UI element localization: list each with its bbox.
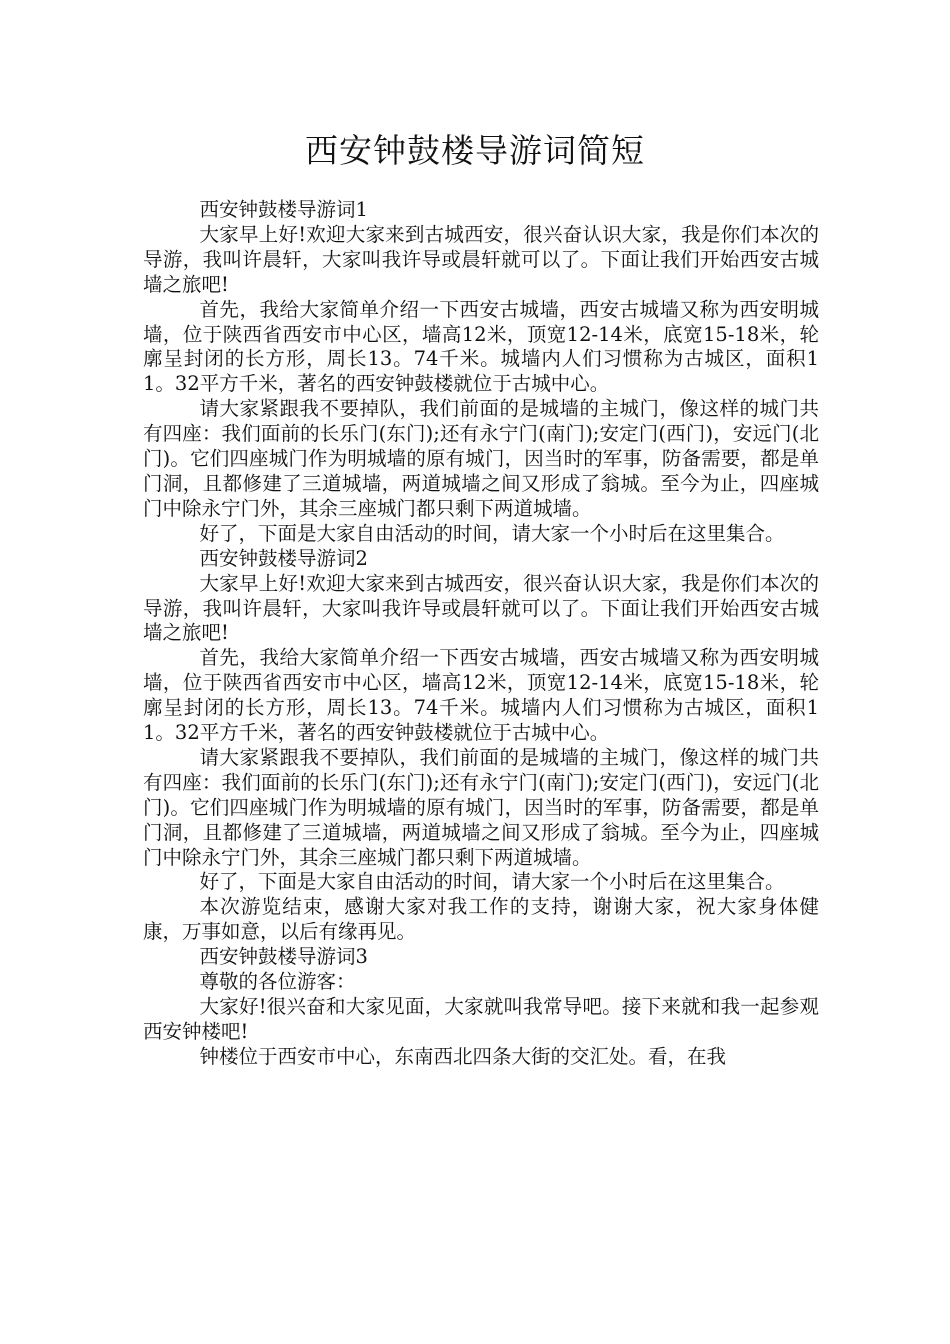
section-heading: 西安钟鼓楼导游词3 [199,945,368,969]
paragraph: 请大家紧跟我不要掉队，我们前面的是城墙的主城门，像这样的城门共有四座：我们面前的长乐门(东门);还有永宁门(南门);安定门(西门)，安远门(北门)。它们四座城门作为明城墙的原有城门，因当时的军事，防备需要，都是单门洞，且都修建了三道城墙，两道城墙之间又形成了翁城。至今为止，四座城门中除永宁门外，其余三座城门都只剩下两道城墙。 [143,397,819,520]
section-heading: 西安钟鼓楼导游词1 [199,198,368,221]
section-heading: 西安钟鼓楼导游词2 [199,546,368,570]
paragraph: 请大家紧跟我不要掉队，我们前面的是城墙的主城门，像这样的城门共有四座：我们面前的长乐门(东门);还有永宁门(南门);安定门(西门)，安远门(北门)。它们四座城门作为明城墙的原有城门，因当时的军事，防备需要，都是单门洞，且都修建了三道城墙，两道城墙之间又形成了翁城。至今为止，四座城门中除永宁门外，其余三座城门都只剩下两道城墙。 [143,745,819,869]
paragraph: 大家早上好!欢迎大家来到古城西安，很兴奋认识大家，我是你们本次的导游，我叫许晨轩，大家叫我许导或晨轩就可以了。下面让我们开始西安古城墙之旅吧! [143,571,819,645]
paragraph: 钟楼位于西安市中心，东南西北四条大街的交汇处。看，在我 [199,1044,727,1068]
document-body [143,198,819,1070]
paragraph: 本次游览结束，感谢大家对我工作的支持，谢谢大家，祝大家身体健康，万事如意，以后有缘再见。 [143,895,819,944]
paragraph: 好了，下面是大家自由活动的时间，请大家一个小时后在这里集合。 [199,870,785,894]
paragraph: 大家好!很兴奋和大家见面，大家就叫我常导吧。接下来就和我一起参观西安钟楼吧! [143,995,819,1043]
paragraph: 首先，我给大家简单介绍一下西安古城墙，西安古城墙又称为西安明城墙，位于陕西省西安市中心区，墙高12米，顶宽12-14米，底宽15-18米，轮廓呈封闭的长方形，周长13。74千米。城墙内人们习惯称为古城区，面积11。32平方千米，著名的西安钟鼓楼就位于古城中心。 [143,297,819,396]
paragraph: 好了，下面是大家自由活动的时间，请大家一个小时后在这里集合。 [199,521,785,545]
paragraph: 首先，我给大家简单介绍一下西安古城墙，西安古城墙又称为西安明城墙，位于陕西省西安市中心区，墙高12米，顶宽12-14米，底宽15-18米，轮廓呈封闭的长方形，周长13。74千米。城墙内人们习惯称为古城区，面积11。32平方千米，著名的西安钟鼓楼就位于古城中心。 [143,646,819,745]
document-title: 西安钟鼓楼导游词简短 [305,131,645,170]
paragraph: 大家早上好!欢迎大家来到古城西安，很兴奋认识大家，我是你们本次的导游，我叫许晨轩，大家叫我许导或晨轩就可以了。下面让我们开始西安古城墙之旅吧! [143,222,819,296]
paragraph: 尊敬的各位游客： [199,970,356,994]
